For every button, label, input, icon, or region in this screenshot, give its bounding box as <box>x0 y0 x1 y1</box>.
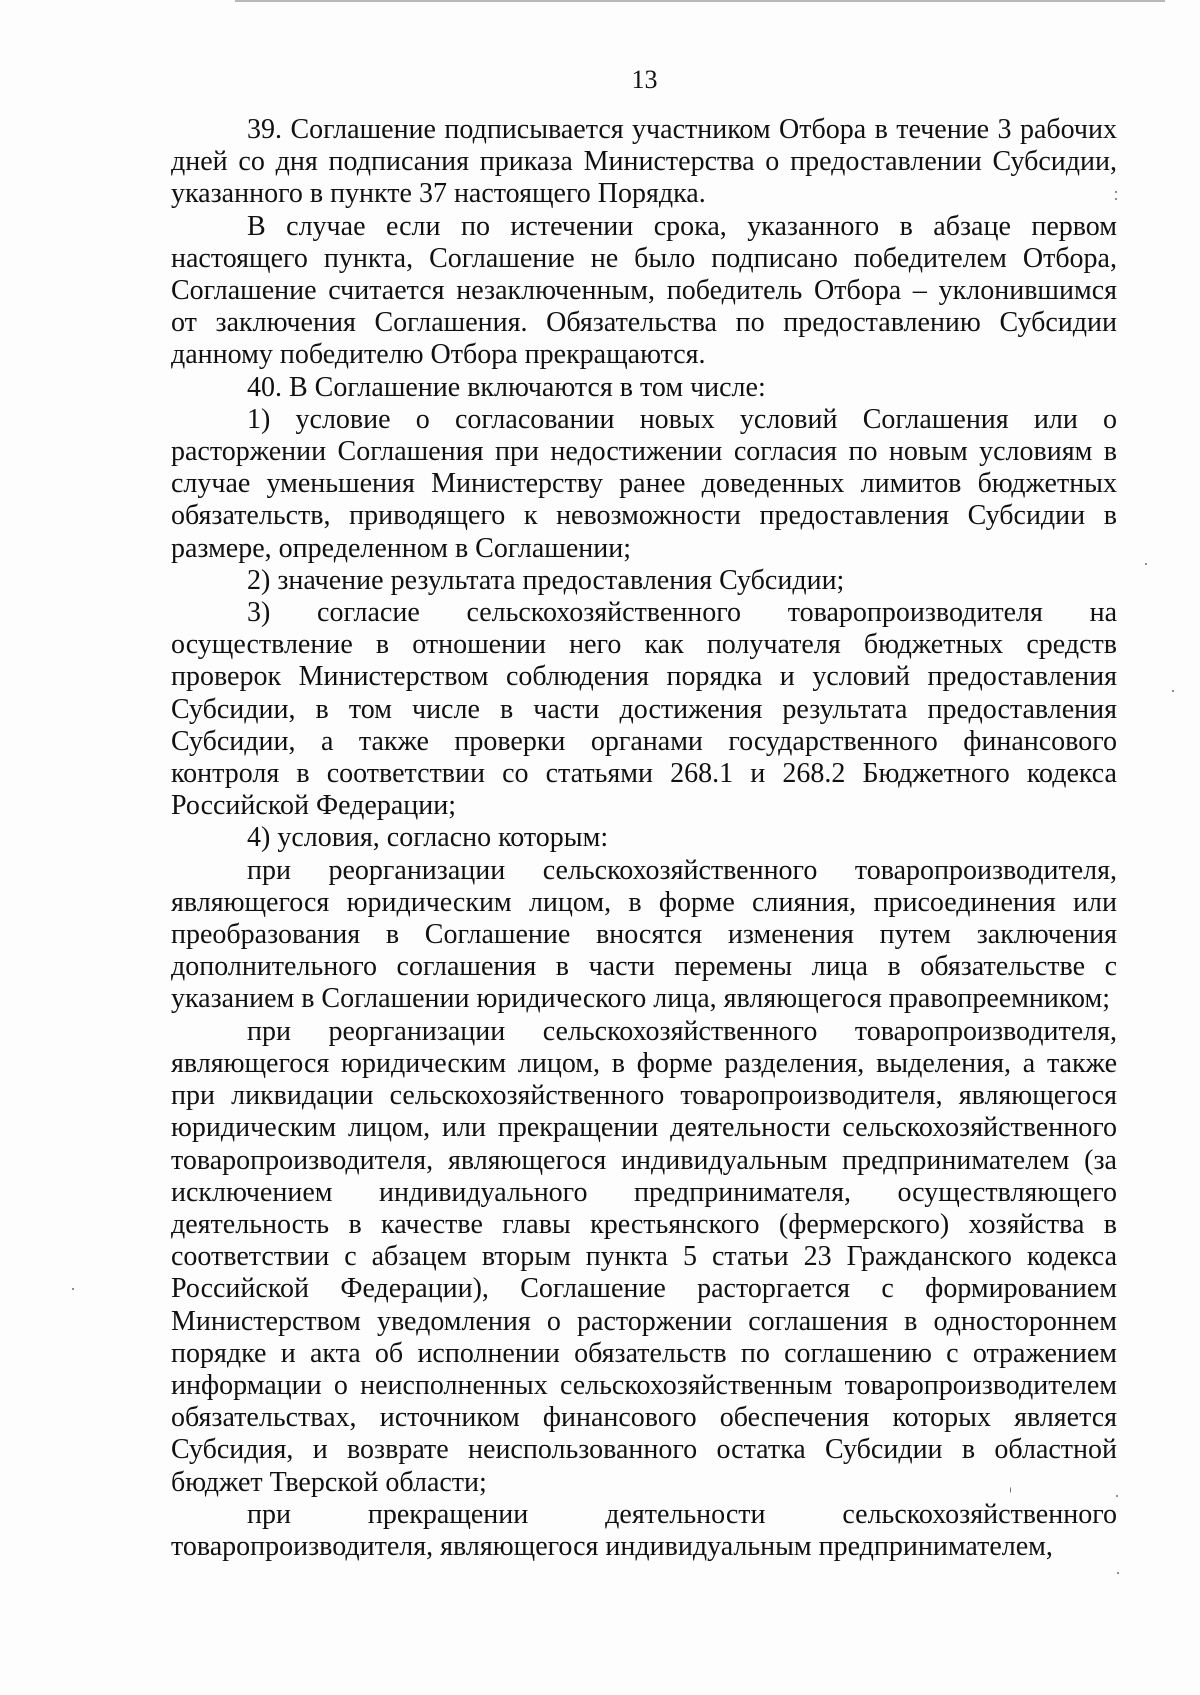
scan-speck <box>1116 1495 1118 1497</box>
scan-speck <box>1115 191 1117 193</box>
page-number: 13 <box>631 65 658 94</box>
scan-top-edge <box>235 0 1165 2</box>
paragraph-merger-conditions: при реорганизации сельскохозяйственного товаропроизводителя, являющегося юридическим лицом, в форме слияния, присоединения или преобразования в Соглашение вносятся изменения путем заключения дополнительного соглашения в части перемены лица в обязательстве с указанием в Соглашении юридического лица, являющегося правопреемником; <box>171 854 1117 1015</box>
scan-speck <box>72 1288 74 1290</box>
paragraph-39: 39. Соглашение подписывается участником Отбора в течение 3 рабочих дней со дня подписания приказа Министерства о предоставлении Субсидии, указанного в пункте 37 настоящего Порядка. <box>171 114 1117 210</box>
scan-speck <box>1117 1572 1119 1574</box>
paragraph-40-item-4: 4) условия, согласно которым: <box>247 822 609 854</box>
paragraph-39-second: В случае если по истечении срока, указанного в абзаце первом настоящего пункта, Соглашение не было подписано победителем Отбора, Соглашение считается незаключенным, победитель Отбора – уклонившимся от заключения Соглашения. Обязательства по предоставлению Субсидии данному победителю Отбора прекращаются. <box>171 210 1117 371</box>
paragraph-division-conditions: при реорганизации сельскохозяйственного товаропроизводителя, являющегося юридическим лицом, в форме разделения, выделения, а также при ликвидации сельскохозяйственного товаропроизводителя, являющегося юридическим лицом, или прекращении деятельности сельскохозяйственного товаропроизводителя, являющегося индивидуальным предпринимателем (за исключением индивидуального предпринимателя, осуществляющего деятельность в качестве главы крестьянского (фермерского) хозяйства в соответствии с абзацем вторым пункта 5 статьи 23 Гражданского кодекса Российской Федерации), Соглашение расторгается с формированием Министерством уведомления о расторжении соглашения в одностороннем порядке и акта об исполнении обязательств по соглашению с отражением информации о неисполненных сельскохозяйственным товаропроизводителем обязательствах, источником финансового обеспечения которых является Субсидия, и возврате неиспользованного остатка Субсидии в областной бюджет Тверской области; <box>171 1015 1117 1498</box>
paragraph-40-item-3: 3) согласие сельскохозяйственного товаропроизводителя на осуществление в отношении него как получателя бюджетных средств проверок Министерством соблюдения порядка и условий предоставления Субсидии, в том числе в части достижения результата предоставления Субсидии, а также проверки органами государственного финансового контроля в соответствии со статьями 268.1 и 268.2 Бюджетного кодекса Российской Федерации; <box>171 597 1117 822</box>
paragraph-termination-conditions: при прекращении деятельности сельскохозяйственного товаропроизводителя, являющегося индивидуальным предпринимателем, <box>171 1498 1117 1562</box>
document-body <box>171 114 1117 1563</box>
paragraph-40-item-1: 1) условие о согласовании новых условий Соглашения или о расторжении Соглашения при недостижении согласия по новым условиям в случае уменьшения Министерству ранее доведенных лимитов бюджетных обязательств, приводящего к невозможности предоставления Субсидии в размере, определенном в Соглашении; <box>171 403 1117 564</box>
paragraph-40-item-2: 2) значение результата предоставления Субсидии; <box>247 564 845 596</box>
scan-speck <box>1115 198 1117 200</box>
paragraph-40: 40. В Соглашение включаются в том числе: <box>247 371 766 403</box>
scan-speck <box>1010 1487 1011 1493</box>
scan-speck <box>1172 690 1174 692</box>
scan-speck <box>1145 563 1147 565</box>
